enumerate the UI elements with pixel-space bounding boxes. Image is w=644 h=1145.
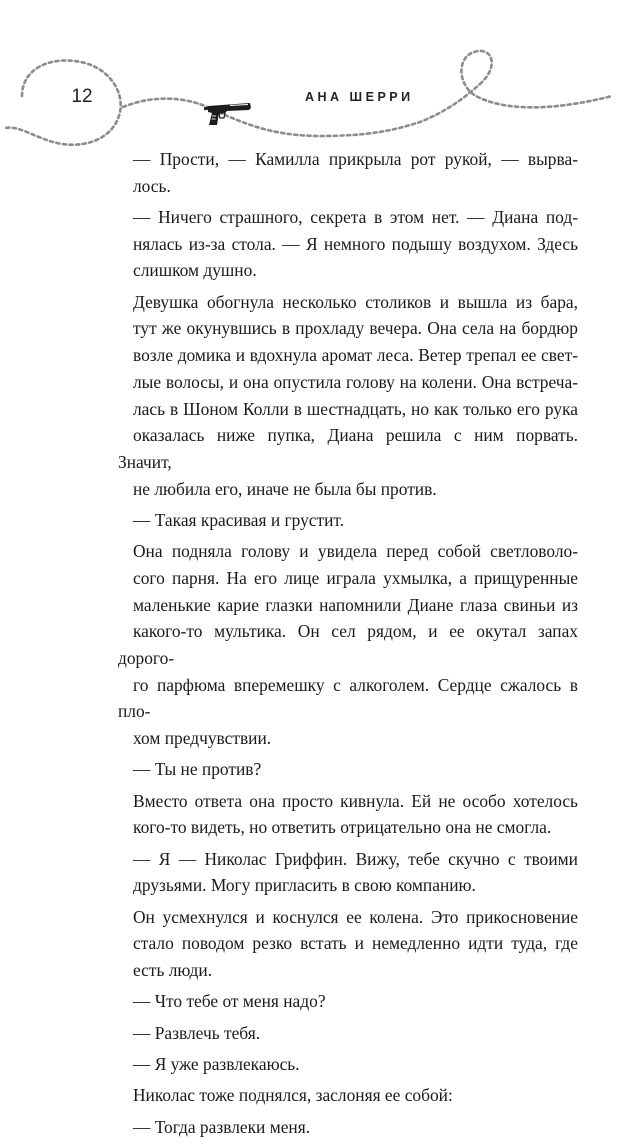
text-line: лось.	[133, 175, 171, 196]
page-number: 12	[71, 86, 93, 107]
text-line: сого парня. На его лице играла ухмылка, а прищуренные	[133, 567, 578, 588]
paragraph	[118, 988, 578, 1015]
text-line: Он усмехнулся и коснулся ее колена. Это прикосновение	[133, 906, 578, 927]
text-line: — Что тебе от меня надо?	[133, 991, 326, 1012]
paragraph	[118, 507, 578, 534]
text-line: есть люди.	[133, 960, 213, 981]
text-line: друзьями. Могу пригласить в свою компанию.	[133, 875, 476, 896]
text-line: оказалась ниже пупка, Диана решила с ним порвать. Значит,	[118, 425, 578, 472]
text-line: — Такая красивая и грустит.	[133, 509, 345, 530]
body-text	[118, 146, 578, 1145]
header-ornament	[0, 0, 644, 170]
running-head-author: АНА ШЕРРИ	[305, 90, 414, 104]
paragraph	[118, 1051, 578, 1078]
text-line: — Развлечь тебя.	[133, 1022, 261, 1043]
text-line: нялась из-за стола. — Я немного подышу воздухом. Здесь	[133, 233, 578, 254]
text-line: — Ты не против?	[133, 759, 262, 780]
paragraph	[118, 289, 578, 503]
paragraph	[118, 756, 578, 783]
text-line: Николас тоже поднялся, заслоняя ее собой:	[133, 1085, 453, 1106]
text-line: го парфюма вперемешку с алкоголем. Сердце сжалось в пло-	[118, 674, 578, 722]
text-line: возле домика и вдохнула аромат леса. Ветер трепал ее свет-	[133, 345, 578, 366]
text-line: Она подняла голову и увидела перед собой светловоло-	[133, 541, 578, 562]
text-line: — Тогда развлеки меня.	[133, 1116, 311, 1137]
paragraph	[118, 1114, 578, 1141]
paragraph	[118, 1020, 578, 1047]
right-swirl	[461, 51, 612, 107]
text-line: маленькие карие глазки напомнили Диане глаза свиньи из	[133, 594, 578, 615]
paragraph	[118, 538, 578, 752]
text-line: стало поводом резко встать и немедленно идти туда, где	[133, 933, 578, 954]
paragraph	[118, 204, 578, 284]
text-line: кого-то видеть, но ответить отрицательно она не смогла.	[133, 817, 552, 838]
text-line: — Ничего страшного, секрета в этом нет. — Диана под-	[133, 207, 578, 227]
paragraph	[118, 846, 578, 899]
pistol-icon	[200, 96, 256, 130]
text-line: лые волосы, и она опустила голову на колени. Она встреча-	[133, 371, 578, 392]
paragraph	[118, 146, 578, 199]
text-line: не любила его, иначе не была бы против.	[133, 478, 437, 499]
text-line: лась в Шоном Колли в шестнадцать, но как только его рука	[133, 398, 578, 419]
text-line: какого-то мультика. Он сел рядом, и ее окутал запах дорого-	[118, 621, 578, 669]
paragraph	[118, 788, 578, 841]
paragraph	[118, 1082, 578, 1109]
wavy-dashed-line	[123, 84, 480, 136]
text-line: Девушка обогнула несколько столиков и вышла из бара,	[133, 291, 578, 312]
text-line: — Прости, — Камилла прикрыла рот рукой, — вырва-	[133, 149, 578, 169]
text-line: хом предчувствии.	[133, 728, 272, 749]
text-line: слишком душно.	[133, 260, 257, 281]
text-line: — Я — Николас Гриффин. Вижу, тебе скучно с твоими	[133, 848, 578, 869]
text-line: Вместо ответа она просто кивнула. Ей не особо хотелось	[133, 790, 578, 811]
text-line: — Я уже развлекаюсь.	[133, 1054, 300, 1075]
text-line: тут же окунувшись в прохладу вечера. Она села на бордюр	[133, 318, 578, 339]
paragraph	[118, 904, 578, 984]
